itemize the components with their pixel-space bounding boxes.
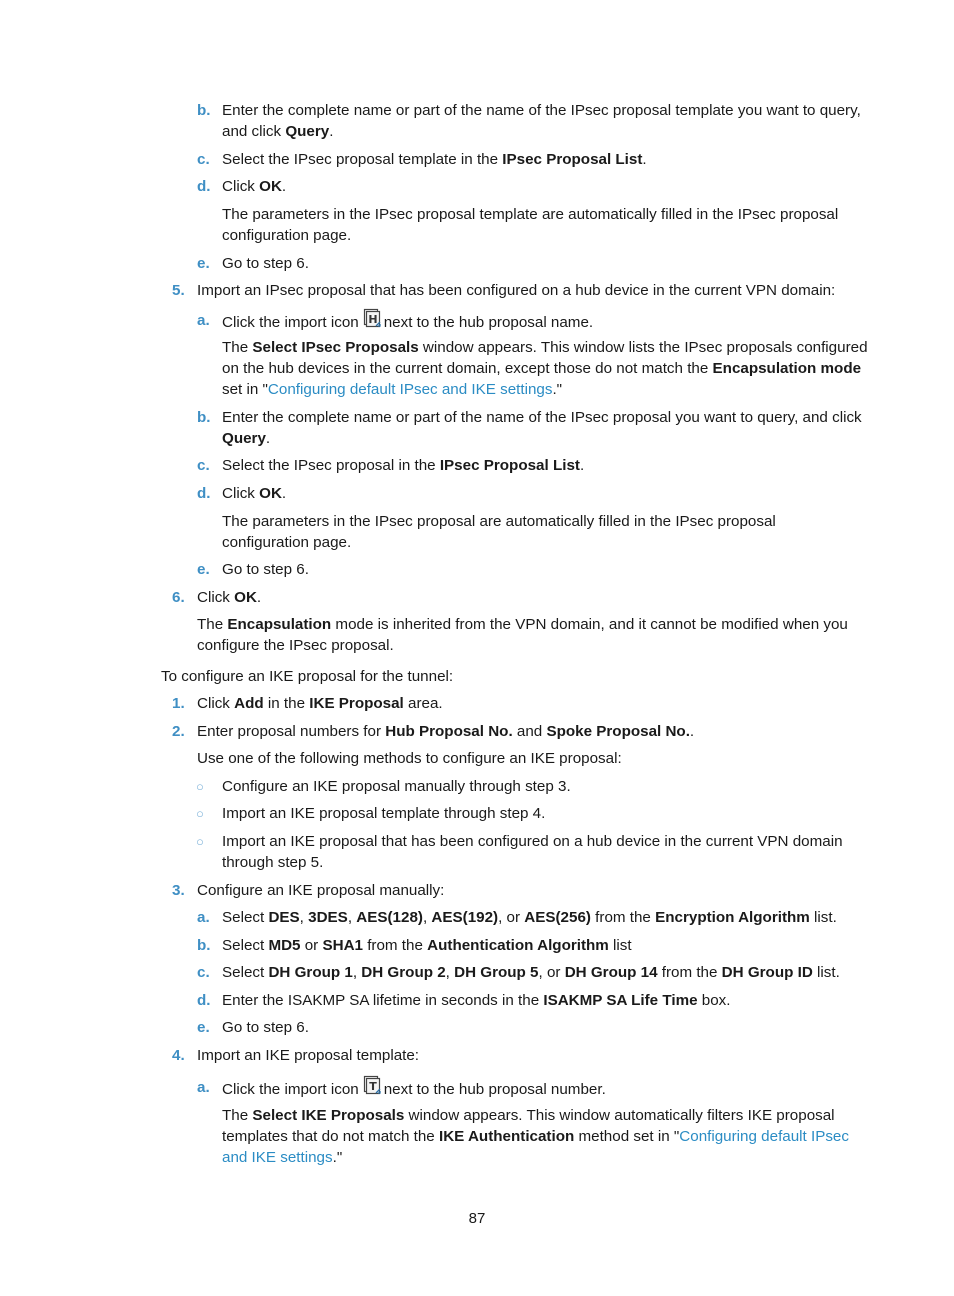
text-run: , or xyxy=(498,909,525,926)
ui-term: Authentication Algorithm xyxy=(427,937,609,954)
ike-step-2 xyxy=(197,721,694,742)
step-5e-go-to-6 xyxy=(222,559,309,580)
paragraph-template-filled xyxy=(222,204,838,225)
step-d-click-ok xyxy=(222,176,286,197)
ike-step-3a xyxy=(222,907,837,928)
text-run: Click xyxy=(197,589,235,606)
text-run: list. xyxy=(809,909,837,926)
text-run: To configure an IKE proposal for the tunnel: xyxy=(161,668,454,685)
text-run: in the xyxy=(263,695,310,712)
bullet-circle-icon: ○ xyxy=(196,779,204,794)
list-marker: c. xyxy=(197,151,210,168)
ike-method-hub xyxy=(222,831,843,852)
text-run: Configure an IKE proposal manually: xyxy=(197,882,445,899)
list-marker: a. xyxy=(197,909,210,926)
text-run: Click the import icon xyxy=(222,1081,359,1098)
ui-term: DH Group 14 xyxy=(564,964,658,981)
text-run: Enter the complete name or part of the name of the IPsec proposal template you want to query, xyxy=(222,102,861,119)
text-run: Enter the ISAKMP SA lifetime in seconds in the xyxy=(222,992,544,1009)
text-run: next to the hub proposal number. xyxy=(383,1081,606,1098)
ike-step-4 xyxy=(197,1045,419,1066)
text-run: from the xyxy=(590,909,656,926)
step-5c-select xyxy=(222,455,584,476)
list-marker: d. xyxy=(197,992,211,1009)
bullet-circle-icon: ○ xyxy=(196,834,204,849)
ui-term: IKE Proposal xyxy=(309,695,404,712)
text-run: The xyxy=(197,616,228,633)
step-e-go-to-6 xyxy=(222,253,309,274)
text-run: Click the import icon xyxy=(222,314,359,331)
text-run: , xyxy=(347,909,357,926)
step-b-query-template-cont xyxy=(222,121,333,142)
list-marker: 1. xyxy=(172,695,185,712)
text-run: through step 5. xyxy=(222,854,324,871)
ui-term: ISAKMP SA Life Time xyxy=(543,992,698,1009)
list-marker: e. xyxy=(197,255,210,272)
import-hub-icon[interactable] xyxy=(363,310,382,329)
ui-term: OK xyxy=(259,485,282,502)
ike-intro xyxy=(161,666,453,687)
text-run: The xyxy=(222,339,253,356)
cross-reference-link[interactable]: Configuring default IPsec xyxy=(679,1128,849,1145)
text-run: and xyxy=(512,723,547,740)
text-run: The parameters in the IPsec proposal are automatically filled in the IPsec proposal xyxy=(222,513,776,530)
ui-term: IPsec Proposal List xyxy=(502,151,643,168)
ike-step-2-methods xyxy=(197,748,622,769)
ui-term: DH Group 2 xyxy=(361,964,446,981)
text-run: on the hub devices in the current domain, except those do not match the xyxy=(222,360,713,377)
ui-term: OK xyxy=(234,589,257,606)
text-run: The parameters in the IPsec proposal template are automatically filled in the IPsec proposal xyxy=(222,206,839,223)
text-run: . xyxy=(689,723,695,740)
ike-step-3b xyxy=(222,935,632,956)
text-run: from the xyxy=(362,937,428,954)
text-run: and click xyxy=(222,123,286,140)
text-run: . xyxy=(329,123,334,140)
ui-term: Encryption Algorithm xyxy=(655,909,810,926)
text-run: templates that do not match the xyxy=(222,1128,439,1145)
ike-method-hub-cont xyxy=(222,852,323,873)
ike-step-1 xyxy=(197,693,443,714)
ui-term: 3DES xyxy=(308,909,348,926)
text-run: Enter proposal numbers for xyxy=(197,723,386,740)
text-run: . xyxy=(281,485,287,502)
text-run: , xyxy=(422,909,432,926)
text-run: method set in " xyxy=(574,1128,680,1145)
text-run: , xyxy=(299,909,309,926)
text-run: Click xyxy=(222,485,260,502)
ike-method-template xyxy=(222,803,545,824)
paragraph-select-ipsec-proposals-2 xyxy=(222,358,861,379)
list-marker: b. xyxy=(197,937,211,954)
list-marker: 3. xyxy=(172,882,185,899)
text-run: configuration page. xyxy=(222,227,352,244)
text-run: . xyxy=(265,430,271,447)
text-run: Use one of the following methods to configure an IKE proposal: xyxy=(197,750,622,767)
text-run: Select xyxy=(222,909,269,926)
ui-term: AES(192) xyxy=(431,909,499,926)
ui-term: Select IKE Proposals xyxy=(252,1107,405,1124)
list-marker: c. xyxy=(197,457,210,474)
ui-term: Encapsulation xyxy=(227,616,332,633)
ike-method-manual xyxy=(222,776,571,797)
step-5a-click-import xyxy=(222,310,593,333)
list-marker: 4. xyxy=(172,1047,185,1064)
list-marker: a. xyxy=(197,1079,210,1096)
ui-term: SHA1 xyxy=(322,937,363,954)
paragraph-select-ike-proposals-2 xyxy=(222,1126,849,1147)
text-run: next to the hub proposal name. xyxy=(383,314,594,331)
ui-term: IKE Authentication xyxy=(438,1128,575,1145)
cross-reference-link[interactable]: Configuring default IPsec and IKE settings xyxy=(267,381,553,398)
list-marker: 2. xyxy=(172,723,185,740)
text-run: . xyxy=(281,178,287,195)
ui-term: AES(256) xyxy=(524,909,591,926)
svg-text:T: T xyxy=(368,1080,377,1093)
paragraph-template-filled-cont xyxy=(222,225,351,246)
ike-step-3e xyxy=(222,1017,309,1038)
step-6-click-ok xyxy=(197,587,261,608)
ike-step-3d xyxy=(222,990,730,1011)
text-run: window appears. This window lists the IPsec proposals configured xyxy=(418,339,868,356)
ui-term: AES(128) xyxy=(356,909,423,926)
bullet-circle-icon: ○ xyxy=(196,806,204,821)
list-marker: b. xyxy=(197,409,211,426)
text-run: Go to step 6. xyxy=(222,1019,309,1036)
step-b-query-template xyxy=(222,100,861,121)
text-run: . xyxy=(642,151,647,168)
ui-term: IPsec Proposal List xyxy=(439,457,580,474)
list-marker: 6. xyxy=(172,589,185,606)
text-run: Click xyxy=(222,178,260,195)
paragraph-proposal-filled xyxy=(222,511,776,532)
list-marker: b. xyxy=(197,102,211,119)
text-run: Import an IKE proposal that has been configured on a hub device in the current VPN domain xyxy=(222,833,843,850)
ike-step-4a xyxy=(222,1077,606,1100)
text-run: Import an IPsec proposal that has been configured on a hub device in the current VPN domain: xyxy=(197,282,836,299)
text-run: Go to step 6. xyxy=(222,255,309,272)
list-marker: e. xyxy=(197,561,210,578)
paragraph-encapsulation xyxy=(197,614,848,635)
step-c-select-template xyxy=(222,149,647,170)
ui-term: OK xyxy=(259,178,282,195)
step-5-import-ipsec xyxy=(197,280,835,301)
text-run: , xyxy=(445,964,455,981)
ike-step-3c xyxy=(222,962,840,983)
step-5d-click-ok xyxy=(222,483,286,504)
text-run: , xyxy=(352,964,362,981)
ui-term: DH Group 5 xyxy=(454,964,539,981)
text-run: Click xyxy=(197,695,235,712)
ui-term: MD5 xyxy=(268,937,301,954)
text-run: or xyxy=(300,937,323,954)
cross-reference-link[interactable]: and IKE settings xyxy=(222,1149,333,1166)
page-number: 87 xyxy=(468,1210,486,1227)
list-marker: a. xyxy=(197,312,210,329)
text-run: Import an IKE proposal template through step 4. xyxy=(222,805,546,822)
step-5b-query xyxy=(222,407,862,428)
svg-text:H: H xyxy=(368,313,378,326)
paragraph-select-ipsec-proposals xyxy=(222,337,868,358)
text-run: window appears. This window automatically filters IKE proposal xyxy=(404,1107,835,1124)
list-marker: e. xyxy=(197,1019,210,1036)
text-run: list. xyxy=(812,964,840,981)
text-run: ." xyxy=(332,1149,343,1166)
text-run: list xyxy=(608,937,632,954)
text-run: box. xyxy=(697,992,731,1009)
ui-term: Hub Proposal No. xyxy=(385,723,513,740)
import-template-icon[interactable] xyxy=(363,1077,382,1096)
paragraph-proposal-filled-cont xyxy=(222,532,351,553)
ui-term: Encapsulation mode xyxy=(712,360,862,377)
list-marker: d. xyxy=(197,178,211,195)
ui-term: Add xyxy=(234,695,264,712)
text-run: . xyxy=(256,589,262,606)
text-run: mode is inherited from the VPN domain, and it cannot be modified when you xyxy=(331,616,848,633)
text-run: Import an IKE proposal template: xyxy=(197,1047,420,1064)
text-run: configuration page. xyxy=(222,534,352,551)
list-marker: d. xyxy=(197,485,211,502)
text-run: The xyxy=(222,1107,253,1124)
text-run: configure the IPsec proposal. xyxy=(197,637,394,654)
text-run: area. xyxy=(403,695,443,712)
text-run: . xyxy=(579,457,585,474)
list-marker: c. xyxy=(197,964,210,981)
paragraph-select-ike-proposals xyxy=(222,1105,835,1126)
paragraph-select-ipsec-proposals-3 xyxy=(222,379,562,400)
text-run: Configure an IKE proposal manually through step 3. xyxy=(222,778,571,795)
ui-term: Query xyxy=(222,430,266,447)
text-run: Select xyxy=(222,937,269,954)
text-run: ." xyxy=(552,381,563,398)
list-marker: 5. xyxy=(172,282,185,299)
text-run: , or xyxy=(538,964,565,981)
ui-term: Spoke Proposal No. xyxy=(546,723,690,740)
text-run: from the xyxy=(657,964,722,981)
text-run: Select the IPsec proposal template in the xyxy=(222,151,503,168)
paragraph-encapsulation-cont xyxy=(197,635,394,656)
text-run: Select xyxy=(222,964,269,981)
ui-term: DH Group ID xyxy=(721,964,813,981)
ike-step-3 xyxy=(197,880,444,901)
text-run: Select the IPsec proposal in the xyxy=(222,457,440,474)
ui-term: DH Group 1 xyxy=(268,964,353,981)
ui-term: Query xyxy=(285,123,330,140)
text-run: set in " xyxy=(222,381,268,398)
paragraph-select-ike-proposals-3 xyxy=(222,1147,342,1168)
step-5b-query-cont xyxy=(222,428,270,449)
ui-term: Select IPsec Proposals xyxy=(252,339,419,356)
text-run: Enter the complete name or part of the name of the IPsec proposal you want to query, and click xyxy=(222,409,862,426)
text-run: Go to step 6. xyxy=(222,561,309,578)
ui-term: DES xyxy=(268,909,300,926)
